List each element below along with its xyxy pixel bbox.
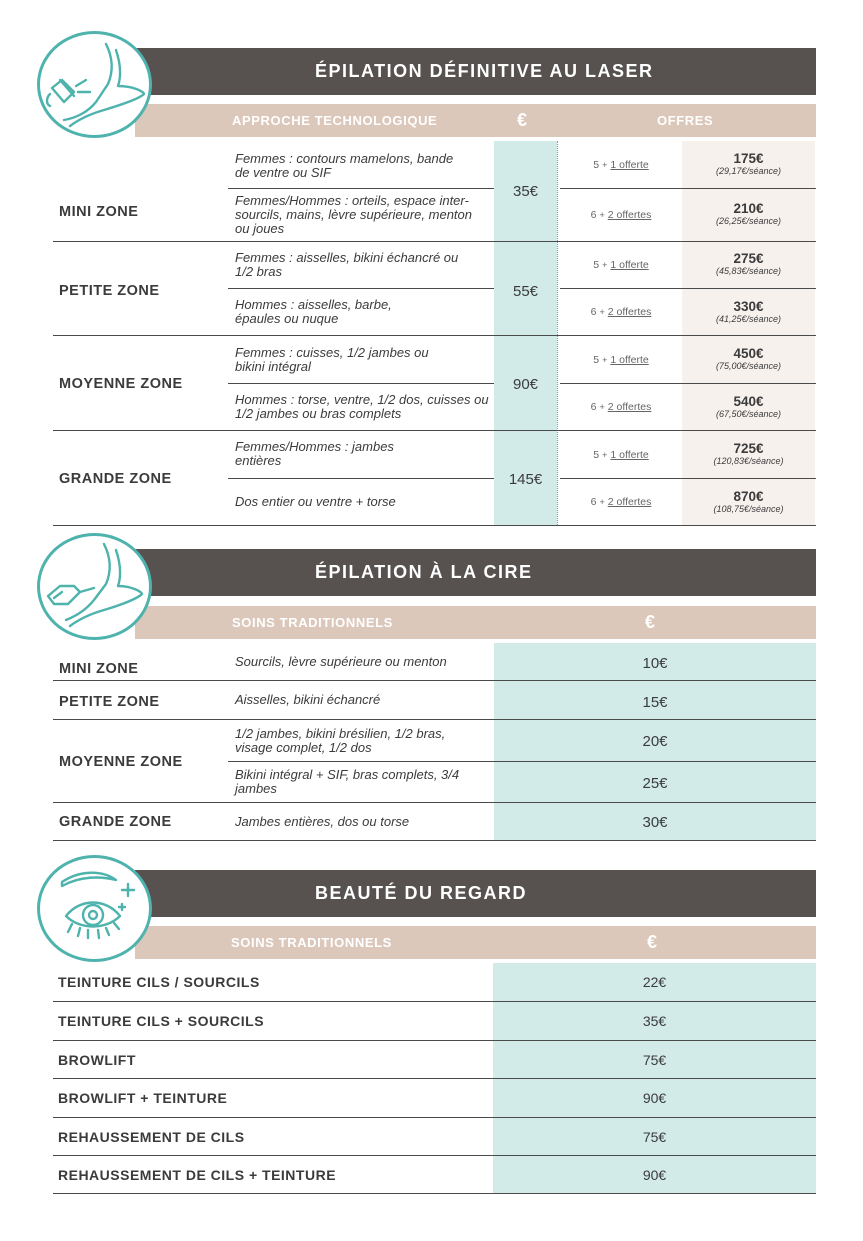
regard-section-header bbox=[135, 870, 816, 917]
regard-price: 75€ bbox=[642, 1051, 667, 1068]
laser-section-title: ÉPILATION DÉFINITIVE AU LASER bbox=[315, 61, 654, 81]
laser-offer: 5 + 1 offerte bbox=[593, 353, 649, 366]
col-soins-label: SOINS TRADITIONNELS bbox=[231, 935, 392, 950]
laser-offer-price: 725€ (120,83€/séance) bbox=[713, 441, 784, 466]
regard-price: 35€ bbox=[642, 1013, 667, 1029]
laser-offer-price-bg bbox=[682, 141, 815, 525]
regard-column-header bbox=[135, 926, 816, 959]
wax-description: Jambes entières, dos ou torse bbox=[235, 813, 410, 829]
regard-section-title: BEAUTÉ DU REGARD bbox=[315, 883, 528, 903]
laser-subdivider bbox=[228, 383, 494, 384]
wax-section-title: ÉPILATION À LA CIRE bbox=[315, 562, 533, 582]
laser-column-header bbox=[135, 104, 816, 137]
laser-divider bbox=[53, 241, 816, 242]
laser-subdivider bbox=[228, 478, 494, 479]
laser-offer: 5 + 1 offerte bbox=[593, 258, 649, 271]
regard-price: 22€ bbox=[642, 974, 667, 990]
wax-description: Bikini intégral + SIF, bras complets, 3/4 jambes bbox=[235, 767, 460, 796]
laser-zone-price: 55€ bbox=[512, 282, 539, 300]
laser-subdivider bbox=[228, 288, 494, 289]
regard-service-name: TEINTURE CILS / SOURCILS bbox=[58, 974, 260, 990]
col-offers-label: OFFRES bbox=[657, 113, 714, 128]
regard-service-name: REHAUSSEMENT DE CILS bbox=[58, 1128, 245, 1145]
wax-column-header bbox=[135, 606, 816, 639]
laser-zone-description: Dos entier ou ventre + torse bbox=[235, 494, 396, 509]
wax-zone-name: MINI ZONE bbox=[59, 661, 139, 677]
laser-offer-price: 330€ (41,25€/séance) bbox=[715, 299, 782, 324]
laser-zone-name: MINI ZONE bbox=[59, 203, 139, 220]
wax-price: 10€ bbox=[642, 655, 668, 672]
laser-zone-description: Femmes/Hommes : jambes entières bbox=[235, 439, 394, 468]
laser-leg-icon bbox=[40, 34, 149, 135]
laser-zone-description: Femmes : contours mamelons, bande de ventre ou SIF bbox=[235, 151, 454, 180]
wax-leg-icon bbox=[40, 536, 149, 637]
regard-service-name: BROWLIFT + TEINTURE bbox=[58, 1090, 228, 1106]
wax-price: 15€ bbox=[642, 693, 668, 711]
laser-offer: 6 + 2 offertes bbox=[590, 401, 652, 413]
laser-offer: 6 + 2 offertes bbox=[590, 496, 652, 508]
laser-icon-circle bbox=[37, 31, 152, 138]
regard-service-name: REHAUSSEMENT DE CILS + TEINTURE bbox=[58, 1166, 337, 1183]
col-euro-label: € bbox=[645, 612, 656, 632]
laser-zone-description: Femmes/Hommes : orteils, espace inter-sourcils, mains, lèvre supérieure, menton ou joues bbox=[235, 193, 472, 236]
wax-description: 1/2 jambes, bikini brésilien, 1/2 bras, visage complet, 1/2 dos bbox=[235, 725, 446, 755]
laser-offer-price: 275€ (45,83€/séance) bbox=[715, 251, 782, 276]
regard-icon-circle bbox=[37, 855, 152, 962]
laser-zone-description: Femmes : cuisses, 1/2 jambes ou bikini intégral bbox=[235, 345, 429, 374]
laser-offer: 6 + 2 offertes bbox=[590, 209, 652, 221]
laser-offer-price: 450€ (75,00€/séance) bbox=[715, 346, 782, 371]
laser-dotted-divider bbox=[557, 141, 558, 525]
laser-zone-description: Femmes : aisselles, bikini échancré ou 1/2 bras bbox=[235, 250, 459, 279]
laser-zone-price: 90€ bbox=[512, 375, 539, 393]
wax-zone-name: GRANDE ZONE bbox=[59, 814, 172, 830]
regard-divider bbox=[53, 1193, 816, 1194]
eye-icon bbox=[40, 858, 149, 959]
wax-section-header bbox=[135, 549, 816, 596]
laser-offer-price: 175€ (29,17€/séance) bbox=[715, 151, 782, 176]
laser-offer: 6 + 2 offertes bbox=[590, 306, 652, 318]
laser-zone-price: 35€ bbox=[512, 182, 539, 200]
laser-offer-price: 210€ (26,25€/séance) bbox=[715, 201, 782, 226]
col-approach-label: APPROCHE TECHNOLOGIQUE bbox=[232, 113, 438, 128]
wax-description: Aisselles, bikini échancré bbox=[235, 692, 381, 707]
laser-zone-name: PETITE ZONE bbox=[59, 283, 160, 299]
col-euro-label: € bbox=[647, 932, 658, 952]
wax-zone-name: MOYENNE ZONE bbox=[59, 754, 183, 770]
laser-offer-price: 540€ (67,50€/séance) bbox=[715, 394, 782, 419]
wax-icon-circle bbox=[37, 533, 152, 640]
regard-service-name: TEINTURE CILS + SOURCILS bbox=[58, 1013, 265, 1029]
col-soins-label: SOINS TRADITIONNELS bbox=[232, 615, 393, 630]
laser-zone-description: Hommes : aisselles, barbe, épaules ou nuque bbox=[235, 297, 392, 326]
laser-offer: 5 + 1 offerte bbox=[593, 158, 649, 171]
laser-zone-description: Hommes : torse, ventre, 1/2 dos, cuisses ou 1/2 jambes ou bras complets bbox=[235, 392, 489, 421]
regard-price: 75€ bbox=[642, 1128, 667, 1145]
wax-price: 30€ bbox=[642, 814, 668, 831]
laser-zone-name: MOYENNE ZONE bbox=[59, 376, 183, 392]
col-euro-label: € bbox=[517, 110, 528, 130]
laser-zone-price: 145€ bbox=[508, 470, 543, 488]
laser-offer: 5 + 1 offerte bbox=[593, 448, 649, 461]
wax-zone-name: PETITE ZONE bbox=[59, 694, 160, 710]
laser-section-header bbox=[135, 48, 816, 95]
regard-price: 90€ bbox=[642, 1166, 667, 1183]
laser-offer-price: 870€ (108,75€/séance) bbox=[713, 489, 784, 514]
regard-service-name: BROWLIFT bbox=[58, 1051, 136, 1068]
regard-price: 90€ bbox=[642, 1090, 667, 1106]
wax-price: 20€ bbox=[642, 733, 668, 750]
wax-price: 25€ bbox=[642, 774, 668, 792]
laser-zone-name: GRANDE ZONE bbox=[59, 471, 172, 487]
laser-subdivider bbox=[228, 188, 494, 189]
wax-description: Sourcils, lèvre supérieure ou menton bbox=[235, 653, 447, 669]
